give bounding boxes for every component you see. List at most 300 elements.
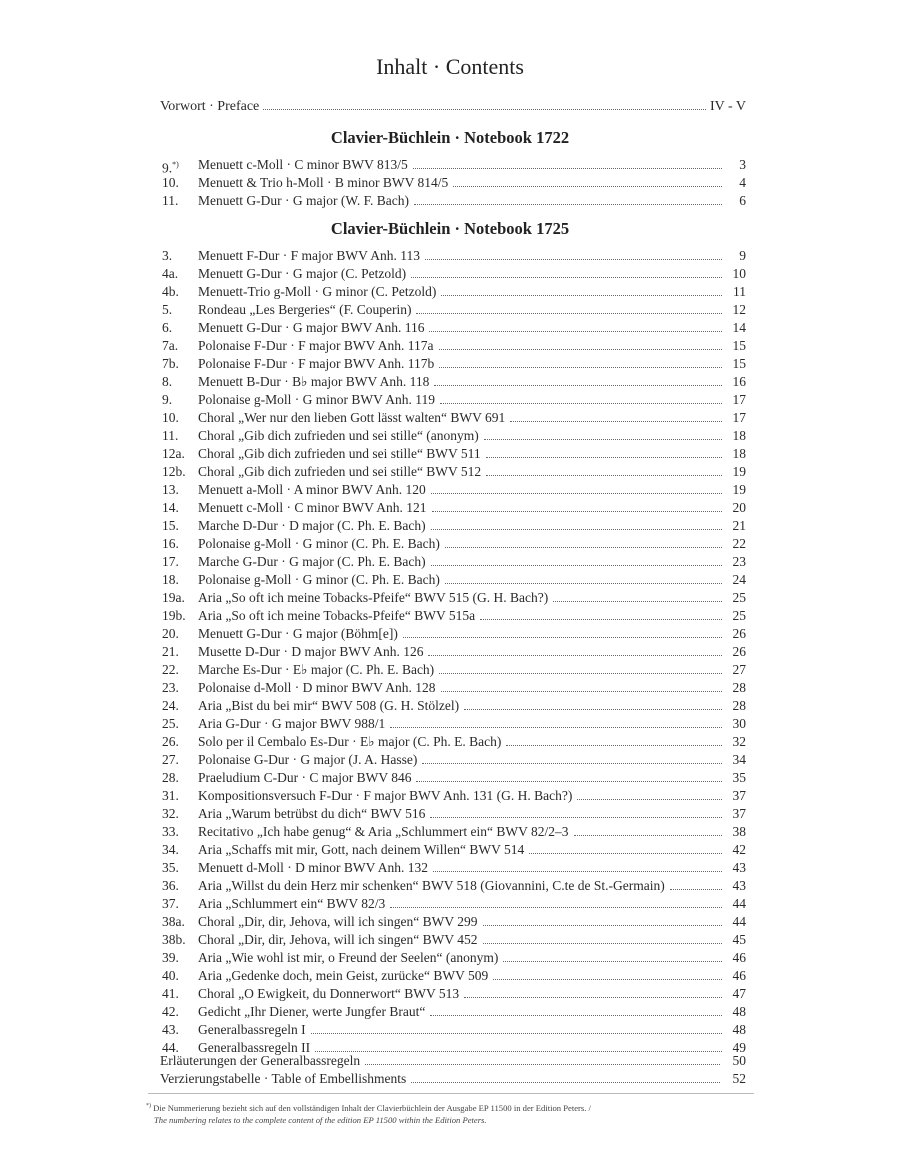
dot-leader: [429, 331, 722, 332]
entry-number-text: 24.: [162, 698, 179, 713]
entry-title-wrap: [198, 769, 726, 787]
entry-page: 19: [732, 464, 746, 479]
entry-title-wrap: [198, 715, 726, 733]
entry-page: 42: [732, 842, 746, 857]
toc-entry[interactable]: [162, 571, 746, 589]
entry-title: Menuett c-Moll · C minor BWV 813/5: [198, 157, 408, 172]
entry-number: [162, 409, 198, 427]
toc-entry[interactable]: [162, 1021, 746, 1039]
entry-page: 47: [732, 986, 746, 1001]
toc-entry[interactable]: [162, 265, 746, 283]
entry-page: 16: [732, 374, 746, 389]
dot-leader: [453, 186, 722, 187]
entry-title: Menuett a-Moll · A minor BWV Anh. 120: [198, 482, 426, 497]
entry-number: [162, 553, 198, 571]
toc-entry[interactable]: [162, 499, 746, 517]
toc-entry[interactable]: [162, 427, 746, 445]
entry-number: [162, 985, 198, 1003]
dot-leader: [432, 511, 723, 512]
entry-page: 37: [732, 788, 746, 803]
entry-title: Polonaise d-Moll · D minor BWV Anh. 128: [198, 680, 436, 695]
dot-leader: [486, 475, 722, 476]
entry-title: Polonaise F-Dur · F major BWV Anh. 117a: [198, 338, 434, 353]
toc-entry[interactable]: [162, 355, 746, 373]
entry-page: 21: [732, 518, 746, 533]
entry-title-wrap: [198, 913, 726, 931]
entry-page: 45: [732, 932, 746, 947]
entry-title-wrap: [198, 733, 726, 751]
entry-title: Aria „Gedenke doch, mein Geist, zurücke“ BWV 509: [198, 968, 489, 983]
entry-title: Musette D-Dur · D major BWV Anh. 126: [198, 644, 424, 659]
entry-title: Aria „Schlummert ein“ BWV 82/3: [198, 896, 386, 911]
dot-leader: [484, 439, 722, 440]
toc-entry[interactable]: [162, 769, 746, 787]
entry-number-text: 19b.: [162, 608, 186, 623]
entry-title-wrap: [198, 967, 726, 985]
dot-leader: [430, 1015, 722, 1016]
entry-page: 3: [739, 157, 746, 172]
entry-number-text: 37.: [162, 896, 179, 911]
entry-number-text: 36.: [162, 878, 179, 893]
dot-leader: [483, 925, 723, 926]
entry-title: Erläuterungen der Generalbassregeln: [160, 1053, 361, 1068]
footnote-divider: [148, 1093, 754, 1094]
entry-title: Choral „O Ewigkeit, du Donnerwort“ BWV 513: [198, 986, 460, 1001]
entry-number-text: 7a.: [162, 338, 179, 353]
entry-title-wrap: [198, 283, 726, 301]
dot-leader: [434, 385, 722, 386]
entry-title-wrap: [198, 156, 726, 174]
entry-number: [162, 265, 198, 283]
entry-number: [162, 607, 198, 625]
dot-leader: [431, 529, 722, 530]
entry-number-text: 9.: [162, 392, 173, 407]
entry-page: 18: [732, 428, 746, 443]
entry-number: [162, 391, 198, 409]
entry-title: Generalbassregeln I: [198, 1022, 306, 1037]
entry-page: 15: [732, 356, 746, 371]
entry-page: 6: [739, 193, 746, 208]
dot-leader: [365, 1064, 720, 1065]
entry-number: [162, 283, 198, 301]
entry-number-text: 22.: [162, 662, 179, 677]
entry-number: [162, 751, 198, 769]
entry-title: Menuett c-Moll · C minor BWV Anh. 121: [198, 500, 427, 515]
dot-leader: [670, 889, 722, 890]
toc-entry[interactable]: [162, 841, 746, 859]
entry-number-text: 26.: [162, 734, 179, 749]
entry-title-wrap: [198, 265, 726, 283]
entry-title: Aria „Warum betrübst du dich“ BWV 516: [198, 806, 426, 821]
entry-number: [162, 463, 198, 481]
entry-page: 15: [732, 338, 746, 353]
toc-entry[interactable]: [162, 697, 746, 715]
dot-leader: [416, 781, 722, 782]
entry-page: 49: [732, 1040, 746, 1055]
entry-number-text: 41.: [162, 986, 179, 1001]
toc-entry[interactable]: [162, 1003, 746, 1021]
entry-title-wrap: [198, 931, 726, 949]
entry-title-wrap: [198, 1003, 726, 1021]
toc-entry[interactable]: [162, 535, 746, 553]
entry-page: 52: [732, 1071, 746, 1086]
entry-title-wrap: [198, 517, 726, 535]
entry-page: 48: [732, 1004, 746, 1019]
entry-title-wrap: [198, 445, 726, 463]
entry-page: 44: [732, 896, 746, 911]
dot-leader: [311, 1033, 722, 1034]
entry-page: 17: [732, 392, 746, 407]
entry-page: 10: [732, 266, 746, 281]
dot-leader: [464, 997, 722, 998]
entry-page: 20: [732, 500, 746, 515]
entry-number-text: 17.: [162, 554, 179, 569]
entry-number-text: 32.: [162, 806, 179, 821]
entry-number: [162, 192, 198, 210]
toc-entry[interactable]: [162, 174, 746, 192]
toc-entry[interactable]: [162, 517, 746, 535]
entry-page: 44: [732, 914, 746, 929]
entry-number-text: 6.: [162, 320, 173, 335]
entry-number-text: 4a.: [162, 266, 179, 281]
entry-number: [162, 877, 198, 895]
entry-number-text: 9.: [162, 160, 173, 176]
toc-entry[interactable]: [162, 931, 746, 949]
entry-number-text: 35.: [162, 860, 179, 875]
entry-number-text: 38b.: [162, 932, 186, 947]
footnote-marker: *): [146, 1103, 151, 1109]
dot-leader: [529, 853, 722, 854]
entry-title-wrap: [198, 373, 726, 391]
entry-number: [162, 895, 198, 913]
entry-title-wrap: [198, 625, 726, 643]
entry-number: [162, 337, 198, 355]
entry-number: [162, 625, 198, 643]
section-heading-1722: Clavier-Büchlein · Notebook 1722: [330, 128, 570, 147]
toc-entry[interactable]: [162, 301, 746, 319]
entry-title-wrap: [198, 535, 726, 553]
entry-page: 32: [732, 734, 746, 749]
entry-number: [162, 535, 198, 553]
toc-entry[interactable]: [162, 877, 746, 895]
entry-title-wrap: [198, 391, 726, 409]
entry-title-wrap: [198, 895, 726, 913]
page-title: Inhalt · Contents: [376, 54, 524, 79]
toc-entry[interactable]: [162, 913, 746, 931]
entry-number-text: 28.: [162, 770, 179, 785]
dot-leader: [263, 109, 706, 110]
entry-title: Choral „Wer nur den lieben Gott lässt walten“ BWV 691: [198, 410, 506, 425]
dot-leader: [464, 709, 722, 710]
entry-page: 23: [732, 554, 746, 569]
entry-title-wrap: [198, 589, 726, 607]
entry-number-text: 14.: [162, 500, 179, 515]
entry-page: 24: [732, 572, 746, 587]
entry-number-text: 12b.: [162, 464, 186, 479]
dot-leader: [441, 295, 722, 296]
dot-leader: [493, 979, 722, 980]
entry-page: 46: [732, 968, 746, 983]
entry-page: 38: [732, 824, 746, 839]
entry-number-text: 10.: [162, 175, 179, 190]
entry-number: [162, 499, 198, 517]
entry-title: Vorwort · Preface: [160, 99, 260, 114]
entry-page: 28: [732, 698, 746, 713]
toc-appendix: [160, 1052, 746, 1088]
toc-entry[interactable]: [162, 337, 746, 355]
entry-number-text: 33.: [162, 824, 179, 839]
entry-number: [162, 517, 198, 535]
toc-entry[interactable]: [162, 625, 746, 643]
entry-title: Aria „Bist du bei mir“ BWV 508 (G. H. Stölzel): [198, 698, 460, 713]
footnote: [146, 1100, 766, 1126]
entry-title: Choral „Gib dich zufrieden und sei stille“ BWV 512: [198, 464, 482, 479]
entry-page: 25: [732, 608, 746, 623]
entry-number-text: 4b.: [162, 284, 179, 299]
entry-number: [162, 841, 198, 859]
entry-number-text: 40.: [162, 968, 179, 983]
toc-entry[interactable]: [162, 787, 746, 805]
entry-title-wrap: [198, 571, 726, 589]
entry-title-wrap: [198, 355, 726, 373]
entry-number-text: 5.: [162, 302, 173, 317]
entry-page: 50: [732, 1053, 746, 1068]
toc-entry[interactable]: [162, 156, 746, 174]
entry-page: 43: [732, 860, 746, 875]
dot-leader: [416, 313, 722, 314]
dot-leader: [440, 403, 722, 404]
entry-number: [162, 859, 198, 877]
dot-leader: [413, 168, 722, 169]
dot-leader: [390, 727, 722, 728]
footnote-text-en: The numbering relates to the complete content of the edition EP 11500 within the Edition Peters.: [154, 1114, 487, 1125]
toc-entry[interactable]: [162, 679, 746, 697]
dot-leader: [414, 204, 722, 205]
dot-leader: [411, 1082, 720, 1083]
toc-entry[interactable]: [162, 661, 746, 679]
dot-leader: [553, 601, 722, 602]
entry-page: 22: [732, 536, 746, 551]
entry-title: Menuett F-Dur · F major BWV Anh. 113: [198, 248, 420, 263]
entry-title-wrap: [198, 481, 726, 499]
toc-entry[interactable]: [162, 463, 746, 481]
entry-title-wrap: [198, 823, 726, 841]
entry-number-text: 3.: [162, 248, 173, 263]
entry-title-wrap: [198, 607, 726, 625]
entry-page: 34: [732, 752, 746, 767]
entry-title: Menuett G-Dur · G major (W. F. Bach): [198, 193, 409, 208]
entry-title-wrap: [198, 697, 726, 715]
dot-leader: [439, 673, 722, 674]
entry-title-wrap: [198, 174, 726, 192]
entry-number: [162, 373, 198, 391]
dot-leader: [439, 367, 722, 368]
entry-number: [162, 931, 198, 949]
toc-entry[interactable]: [162, 985, 746, 1003]
dot-leader: [411, 277, 722, 278]
toc-entry[interactable]: [162, 192, 746, 210]
entry-page: 11: [733, 284, 746, 299]
dot-leader: [510, 421, 722, 422]
entry-page: 12: [732, 302, 746, 317]
entry-title-wrap: [198, 805, 726, 823]
toc-entry[interactable]: [162, 409, 746, 427]
entry-title-wrap: [198, 192, 726, 210]
dot-leader: [574, 835, 722, 836]
entry-title: Aria G-Dur · G major BWV 988/1: [198, 716, 386, 731]
entry-title: Aria „So oft ich meine Tobacks-Pfeife“ BWV 515 (G. H. Bach?): [198, 590, 549, 605]
entry-number: [162, 481, 198, 499]
entry-number-text: 27.: [162, 752, 179, 767]
entry-title-wrap: [198, 751, 726, 769]
toc-entry[interactable]: [162, 751, 746, 769]
toc-entry[interactable]: [162, 481, 746, 499]
dot-leader: [439, 349, 723, 350]
entry-number-text: 31.: [162, 788, 179, 803]
entry-number-text: 23.: [162, 680, 179, 695]
toc-entry[interactable]: [162, 391, 746, 409]
entry-title: Gedicht „Ihr Diener, werte Jungfer Braut“: [198, 1004, 426, 1019]
footnote-text-de: Die Nummerierung bezieht sich auf den vollständigen Inhalt der Clavierbüchlein der Ausgabe EP 11500 in der Edition Peters. /: [153, 1102, 591, 1113]
entry-title: Kompositionsversuch F-Dur · F major BWV Anh. 131 (G. H. Bach?): [198, 788, 573, 803]
entry-page: 48: [732, 1022, 746, 1037]
footnote-ref[interactable]: *): [172, 160, 179, 169]
dot-leader: [433, 871, 722, 872]
entry-page: 19: [732, 482, 746, 497]
toc-entry[interactable]: [162, 949, 746, 967]
entry-page: 9: [739, 248, 746, 263]
dot-leader: [431, 565, 722, 566]
entry-page: 25: [732, 590, 746, 605]
dot-leader: [430, 817, 722, 818]
entry-title-wrap: [198, 877, 726, 895]
entry-number-text: 18.: [162, 572, 179, 587]
entry-title-wrap: [198, 841, 726, 859]
entry-number-text: 12a.: [162, 446, 185, 461]
entry-title: Choral „Gib dich zufrieden und sei stille“ (anonym): [198, 428, 479, 443]
section-heading-1725: Clavier-Büchlein · Notebook 1725: [330, 219, 570, 238]
entry-page: 30: [732, 716, 746, 731]
entry-number-text: 43.: [162, 1022, 179, 1037]
entry-title: Generalbassregeln II: [198, 1040, 311, 1055]
entry-title-wrap: [198, 553, 726, 571]
entry-title-wrap: [198, 679, 726, 697]
toc-entry[interactable]: [162, 805, 746, 823]
entry-number-text: 11.: [162, 193, 179, 208]
entry-number: [162, 805, 198, 823]
entry-title: Menuett G-Dur · G major (Böhm[e]): [198, 626, 398, 641]
toc-entry[interactable]: [162, 247, 746, 265]
entry-number: [162, 949, 198, 967]
entry-number: [162, 661, 198, 679]
toc-entry-appendix[interactable]: [160, 1052, 746, 1070]
entry-title: Praeludium C-Dur · C major BWV 846: [198, 770, 412, 785]
toc-entry[interactable]: [162, 715, 746, 733]
toc-entry[interactable]: [162, 823, 746, 841]
entry-number: [162, 1021, 198, 1039]
entry-number-text: 25.: [162, 716, 179, 731]
entry-page: 27: [732, 662, 746, 677]
toc-entry[interactable]: [162, 283, 746, 301]
entry-page: 14: [732, 320, 746, 335]
entry-number: [162, 643, 198, 661]
entry-title: Aria „Wie wohl ist mir, o Freund der Seelen“ (anonym): [198, 950, 499, 965]
entry-number-text: 16.: [162, 536, 179, 551]
entry-number: [162, 1003, 198, 1021]
dot-leader: [431, 493, 722, 494]
entry-page: 17: [732, 410, 746, 425]
entry-title: Aria „Willst du dein Herz mir schenken“ BWV 518 (Giovannini, C.te de St.-Germain): [198, 878, 665, 893]
toc-entry[interactable]: [162, 553, 746, 571]
entry-number: [162, 355, 198, 373]
toc-entry[interactable]: [162, 445, 746, 463]
entry-page: 26: [732, 644, 746, 659]
toc-entry[interactable]: [162, 895, 746, 913]
dot-leader: [506, 745, 722, 746]
entry-title-wrap: [198, 427, 726, 445]
entry-number-text: 21.: [162, 644, 179, 659]
entry-title: Choral „Dir, dir, Jehova, will ich singen“ BWV 452: [198, 932, 478, 947]
dot-leader: [403, 637, 722, 638]
entry-number: [162, 787, 198, 805]
entry-number: [162, 697, 198, 715]
entry-title-wrap: [198, 1021, 726, 1039]
entry-number: [162, 445, 198, 463]
toc-entry-appendix[interactable]: [160, 1070, 746, 1088]
entry-page: 46: [732, 950, 746, 965]
entry-number-text: 39.: [162, 950, 179, 965]
entry-number: [162, 427, 198, 445]
dot-leader: [480, 619, 722, 620]
entry-number-text: 13.: [162, 482, 179, 497]
entry-title-wrap: [198, 409, 726, 427]
entry-number: [162, 589, 198, 607]
dot-leader: [445, 583, 722, 584]
entry-number: [162, 301, 198, 319]
entry-page: 37: [732, 806, 746, 821]
dot-leader: [422, 763, 722, 764]
toc-entry[interactable]: [162, 967, 746, 985]
entry-title-wrap: [198, 301, 726, 319]
entry-number: [162, 679, 198, 697]
entry-title: Rondeau „Les Bergeries“ (F. Couperin): [198, 302, 412, 317]
entry-number: [162, 769, 198, 787]
toc-entry[interactable]: [162, 859, 746, 877]
entry-number-text: 20.: [162, 626, 179, 641]
entry-title: Menuett G-Dur · G major (C. Petzold): [198, 266, 407, 281]
entry-title: Marche G-Dur · G major (C. Ph. E. Bach): [198, 554, 426, 569]
entry-title-wrap: [198, 337, 726, 355]
entry-page: 18: [732, 446, 746, 461]
dot-leader: [390, 907, 722, 908]
entry-title-wrap: [198, 499, 726, 517]
toc-entry[interactable]: [162, 589, 746, 607]
toc-entry-preface[interactable]: [160, 98, 746, 116]
toc-entry[interactable]: [162, 319, 746, 337]
toc-entry[interactable]: [162, 607, 746, 625]
entry-number-text: 11.: [162, 428, 179, 443]
toc-entry[interactable]: [162, 373, 746, 391]
entry-title-wrap: [198, 247, 726, 265]
entry-title: Solo per il Cembalo Es-Dur · E♭ major (C. Ph. E. Bach): [198, 734, 502, 749]
entry-number: [162, 174, 198, 192]
dot-leader: [441, 691, 723, 692]
toc-entry[interactable]: [162, 643, 746, 661]
entry-number-text: 38a.: [162, 914, 185, 929]
dot-leader: [425, 259, 722, 260]
entry-number: [162, 715, 198, 733]
toc-entry[interactable]: [162, 733, 746, 751]
